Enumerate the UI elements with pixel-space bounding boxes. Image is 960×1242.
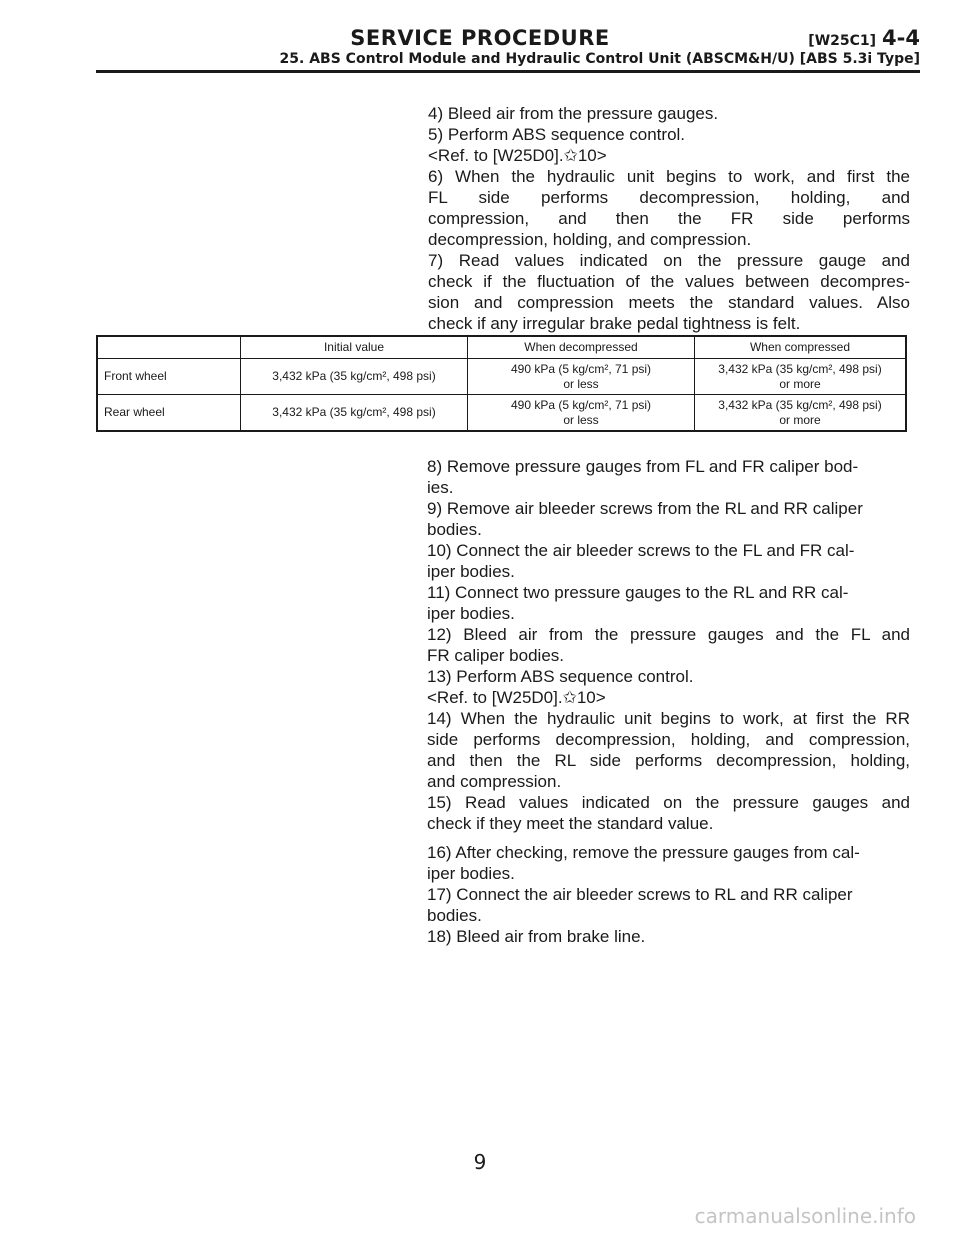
step-line: FR caliper bodies. — [427, 646, 565, 665]
watermark-text: carmanualsonline.info — [694, 1204, 916, 1228]
step-reference: <Ref. to [W25D0].✩10> — [427, 688, 606, 707]
step-line: 7) Read values indicated on the pressure gauge and — [428, 251, 910, 270]
step-line: iper bodies. — [427, 864, 515, 883]
table-header-cell: Initial value — [241, 336, 468, 359]
pressure-spec-table — [96, 335, 907, 432]
table-header-cell: When decompressed — [468, 336, 695, 359]
table-cell-compressed — [695, 359, 907, 395]
step-line: side performs decompression, holding, and compression, — [427, 730, 910, 749]
step-line: 14) When the hydraulic unit begins to work, at first the RR — [427, 709, 910, 728]
step-line: 10) Connect the air bleeder screws to the FL and FR cal- — [427, 541, 855, 560]
cell-line: 490 kPa (5 kg/cm², 71 psi) — [510, 361, 652, 376]
page-number: 9 — [473, 1150, 487, 1174]
procedure-steps-lower — [427, 456, 910, 947]
step-line: iper bodies. — [427, 562, 515, 581]
cell-line: or more — [779, 412, 821, 427]
step-line: check if the fluctuation of the values between decompres- — [428, 272, 910, 291]
step-line: 5) Perform ABS sequence control. — [428, 125, 686, 144]
step-line: and then the RL side performs decompression, holding, — [427, 751, 910, 770]
section-code-group — [808, 26, 920, 50]
table-header-cell: When compressed — [695, 336, 907, 359]
step-line: and compression. — [427, 772, 562, 791]
procedure-code: [W25C1] — [808, 33, 877, 49]
cell-line: or less — [563, 376, 599, 391]
step-line: 12) Bleed air from the pressure gauges and the FL and — [427, 625, 910, 644]
cell-line: or more — [779, 376, 821, 391]
step-line: 13) Perform ABS sequence control. — [427, 667, 694, 686]
table-cell-decompressed — [468, 395, 695, 432]
step-line: check if they meet the standard value. — [427, 814, 714, 833]
step-line: decompression, holding, and compression. — [428, 230, 752, 249]
step-line: 9) Remove air bleeder screws from the RL and RR caliper — [427, 499, 863, 518]
row-label: Front wheel — [97, 359, 241, 395]
table-row — [97, 359, 906, 395]
step-line: compression, and then the FR side performs — [428, 209, 910, 228]
table-header-row — [97, 336, 906, 359]
step-line: 15) Read values indicated on the pressure gauges and — [427, 793, 910, 812]
step-line: 11) Connect two pressure gauges to the RL and RR cal- — [427, 583, 849, 602]
table-cell-decompressed — [468, 359, 695, 395]
header-rule — [96, 70, 920, 73]
step-line: bodies. — [427, 520, 482, 539]
table-row — [97, 395, 906, 432]
step-line: 16) After checking, remove the pressure gauges from cal- — [427, 843, 860, 862]
row-label: Rear wheel — [97, 395, 241, 432]
step-line: 4) Bleed air from the pressure gauges. — [428, 104, 719, 123]
table-header-cell — [97, 336, 241, 359]
step-line: FL side performs decompression, holding, and — [428, 188, 910, 207]
page-title: SERVICE PROCEDURE — [350, 26, 610, 50]
table-cell-compressed — [695, 395, 907, 432]
step-reference: <Ref. to [W25D0].✩10> — [428, 146, 607, 165]
page-subtitle: 25. ABS Control Module and Hydraulic Control Unit (ABSCM&H/U) [ABS 5.3i Type] — [279, 51, 920, 67]
table-cell-initial: 3,432 kPa (35 kg/cm², 498 psi) — [241, 395, 468, 432]
step-line: 17) Connect the air bleeder screws to RL and RR caliper — [427, 885, 853, 904]
step-line: 6) When the hydraulic unit begins to work, and first the — [428, 167, 910, 186]
step-line: sion and compression meets the standard values. Also — [428, 293, 910, 312]
table-cell-initial: 3,432 kPa (35 kg/cm², 498 psi) — [241, 359, 468, 395]
step-line: check if any irregular brake pedal tightness is felt. — [428, 314, 801, 333]
step-line: 8) Remove pressure gauges from FL and FR caliper bod- — [427, 457, 859, 476]
step-line: ies. — [427, 478, 454, 497]
step-line: bodies. — [427, 906, 482, 925]
cell-line: 3,432 kPa (35 kg/cm², 498 psi) — [718, 361, 882, 376]
step-line: iper bodies. — [427, 604, 515, 623]
cell-line: 490 kPa (5 kg/cm², 71 psi) — [510, 397, 652, 412]
step-line: 18) Bleed air from brake line. — [427, 927, 646, 946]
cell-line: or less — [563, 412, 599, 427]
cell-line: 3,432 kPa (35 kg/cm², 498 psi) — [718, 397, 882, 412]
procedure-steps-upper — [428, 103, 910, 334]
section-number: 4-4 — [882, 26, 920, 50]
